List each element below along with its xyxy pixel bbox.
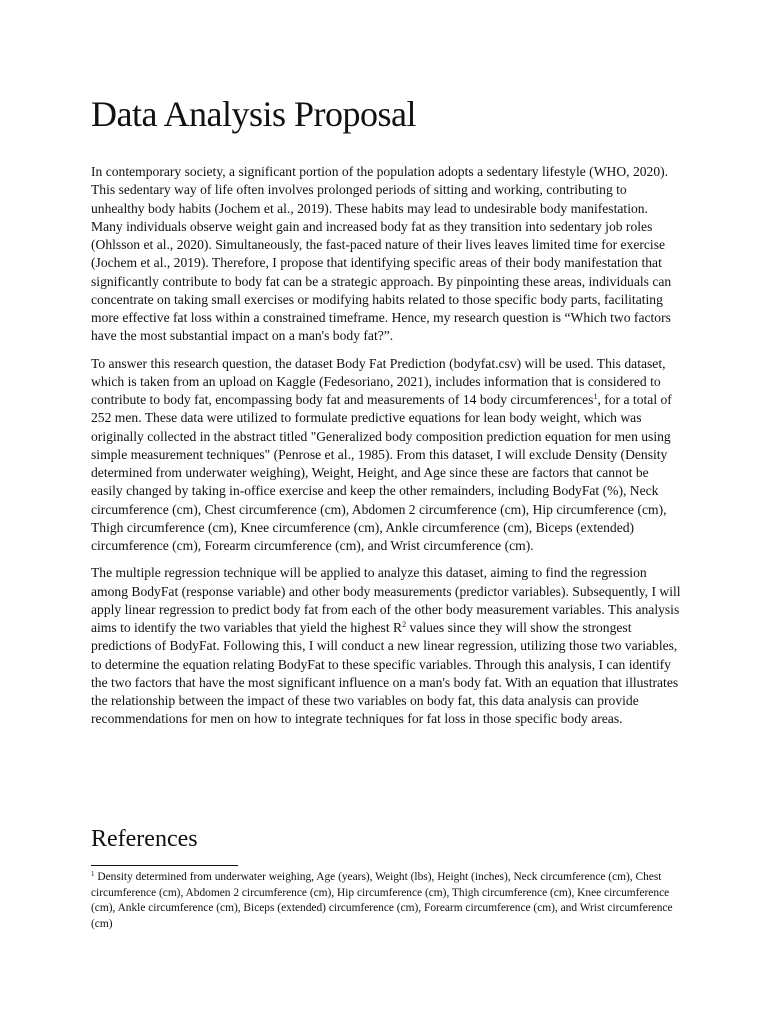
- superscript-exponent: 2: [402, 620, 407, 629]
- paragraph-dataset-text-end: , for a total of 252 men. These data were utilized to formulate predictive equations for lean body weight, which was originally collected in the abstract titled "Generalized body composition prediction equation for men using simple measurement techniques" (Penrose et al., 1985). From this dataset, I will exclude Density (Density determined from underwater weighing), Weight, Height, and Age since these are factors that cannot be easily changed by taking in-office exercise and keep the other remainders, including BodyFat (%), Neck circumference (cm), Chest circumference (cm), Abdomen 2 circumference (cm), Hip circumference (cm), Thigh circumference (cm), Knee circumference (cm), Ankle circumference (cm), Biceps (extended) circumference (cm), Forearm circumference (cm), and Wrist circumference (cm).: [91, 392, 672, 553]
- footnote-divider: [91, 865, 238, 866]
- paragraph-methodology: [91, 564, 681, 728]
- footnote-marker: 1: [91, 870, 95, 878]
- paragraph-methodology-text-start: The multiple regression technique will be applied to analyze this dataset, aiming to find the regression among BodyFat (response variable) and other body measurements (predictor variables). Subsequently, I will apply linear regression to predict body fat from each of the other body measurement variables. This analysis aims to identify the two variables that yield the highest R: [91, 565, 681, 635]
- document-title: Data Analysis Proposal: [91, 94, 416, 134]
- references-heading: References: [91, 826, 198, 852]
- footnote-reference-marker: 1: [593, 392, 598, 401]
- footnote: [91, 870, 681, 932]
- paragraph-dataset-text-start: To answer this research question, the dataset Body Fat Prediction (bodyfat.csv) will be used. This dataset, which is taken from an upload on Kaggle (Fedesoriano, 2021), includes information that is considered to contribute to body fat, encompassing body fat and measurements of 14 body circumferences: [91, 355, 666, 407]
- document-body: [91, 163, 681, 738]
- paragraph-introduction: [91, 163, 681, 346]
- paragraph-methodology-text-end: values since they will show the strongest predictions of BodyFat. Following this, I will conduct a new linear regression, utilizing those two variables, to determine the equation relating BodyFat to these specific variables. Through this analysis, I can identify the two factors that have the most significant influence on a man's body fat. With an equation that illustrates the relationship between the impact of these two variables on body fat, this data analysis can provide recommendations for men on how to integrate techniques for fat loss in those specific body areas.: [91, 620, 679, 727]
- footnote-text: Density determined from underwater weighing, Age (years), Weight (lbs), Height (inches), Neck circumference (cm), Chest circumference (cm), Abdomen 2 circumference (cm), Hip circumference (cm), Thigh circumference (cm), Knee circumference (cm), Ankle circumference (cm), Biceps (extended) circumference (cm), Forearm circumference (cm), and Wrist circumference (cm): [91, 871, 673, 930]
- paragraph-introduction-text: In contemporary society, a significant portion of the population adopts a sedentary lifestyle (WHO, 2020). This sedentary way of life often involves prolonged periods of sitting and working, contributing to unhealthy body habits (Jochem et al., 2019). These habits may lead to undesirable body manifestation. Many individuals observe weight gain and increased body fat as they transition into sedentary job roles (Ohlsson et al., 2020). Simultaneously, the fast-paced nature of their lives leaves limited time for exercise (Jochem et al., 2019). Therefore, I propose that identifying specific areas of their body manifestation that significantly contribute to body fat can be a strategic approach. By pinpointing these areas, individuals can concentrate on taking small exercises or modifying habits related to those specific body parts, facilitating more effective fat loss within a constrained timeframe. Hence, my research question is “Which two factors have the most substantial impact on a man's body fat?”.: [91, 164, 672, 344]
- paragraph-dataset: [91, 355, 681, 556]
